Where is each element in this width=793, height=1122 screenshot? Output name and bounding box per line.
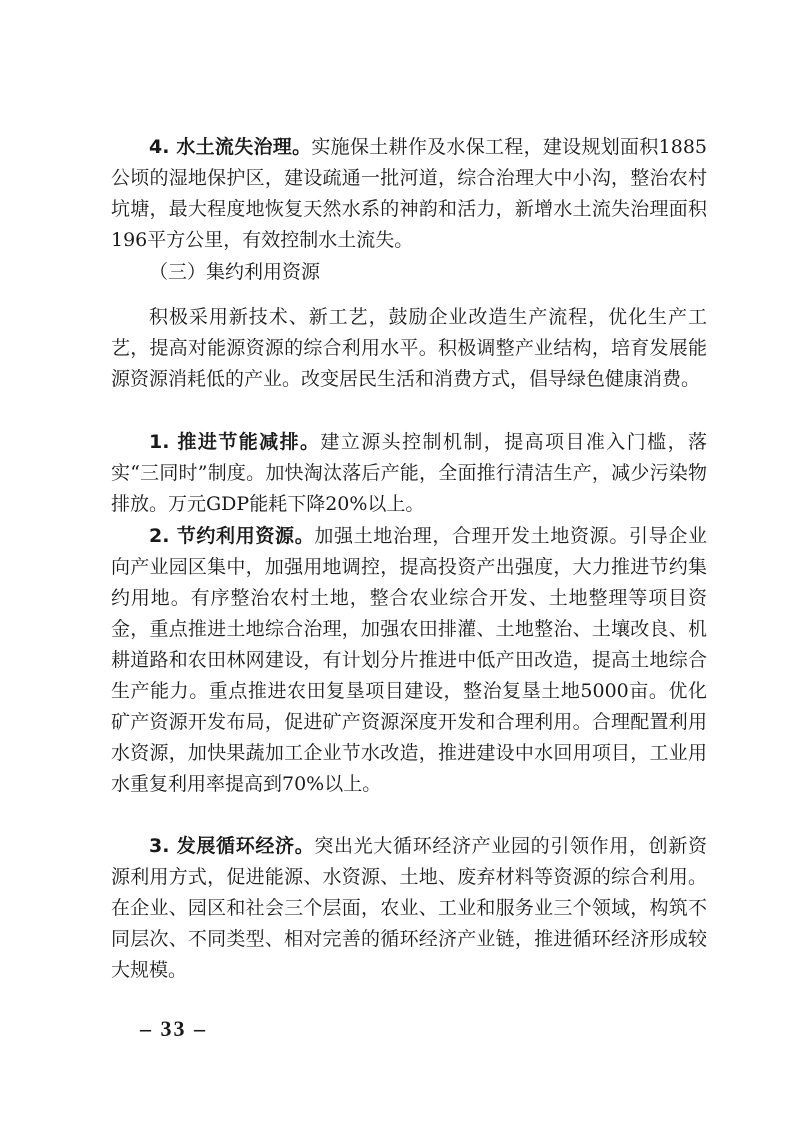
paragraph-lead: 3. 发展循环经济。: [149, 835, 315, 857]
paragraph-text: 突出光大循环经济产业园的引领作用，创新资源利用方式，促进能源、水资源、土地、废弃材料等资源的综合利用。在企业、园区和社会三个层面，农业、工业和服务业三个领域，构筑不同层次、不同类型、相对完善的循环经济产业链，推进循环经济形成较大规模。: [111, 835, 707, 981]
paragraph-lead: 1. 推进节能减排。: [149, 431, 321, 453]
paragraph-text: 积极采用新技术、新工艺，鼓励企业改造生产流程，优化生产工艺，提高对能源资源的综合利用水平。积极调整产业结构，培育发展能源资源消耗低的产业。改变居民生活和消费方式，倡导绿色健康消费。: [111, 306, 707, 390]
paragraph-resource-saving: [111, 521, 707, 800]
paragraph-text: 建立源头控制机制，提高项目准入门槛，落实“三同时”制度。加快淘汰落后产能，全面推行清洁生产，减少污染物排放。万元GDP能耗下降20%以上。: [111, 431, 707, 515]
page-number: – 33 –: [140, 1016, 207, 1041]
paragraph-soil-erosion: [111, 132, 707, 256]
paragraph-text: 实施保土耕作及水保工程，建设规划面积1885公顷的湿地保护区，建设疏通一批河道，综合治理大中小沟，整治农村坑塘，最大程度地恢复天然水系的神韵和活力，新增水土流失治理面积196平方公里，有效控制水土流失。: [111, 136, 707, 251]
paragraph-circular-economy: [111, 831, 707, 986]
section-heading: （三）集约利用资源: [149, 261, 321, 283]
paragraph-energy-saving: [111, 427, 707, 520]
paragraph-lead: 2. 节约利用资源。: [149, 525, 315, 547]
paragraph-text: 加强土地治理，合理开发土地资源。引导企业向产业园区集中，加强用地调控，提高投资产出强度，大力推进节约集约用地。有序整治农村土地，整合农业综合开发、土地整理等项目资金，重点推进土地综合治理，加强农田排灌、土地整治、土壤改良、机耕道路和农田林网建设，有计划分片推进中低产田改造，提高土地综合生产能力。重点推进农田复垦项目建设，整治复垦土地5000亩。优化矿产资源开发布局，促进矿产资源深度开发和合理利用。合理配置利用水资源，加快果蔬加工企业节水改造，推进建设中水回用项目，工业用水重复利用率提高到70%以上。: [111, 525, 707, 795]
paragraph-lead: 4. 水土流失治理。: [149, 136, 312, 158]
paragraph-resource-intro: [111, 302, 707, 395]
